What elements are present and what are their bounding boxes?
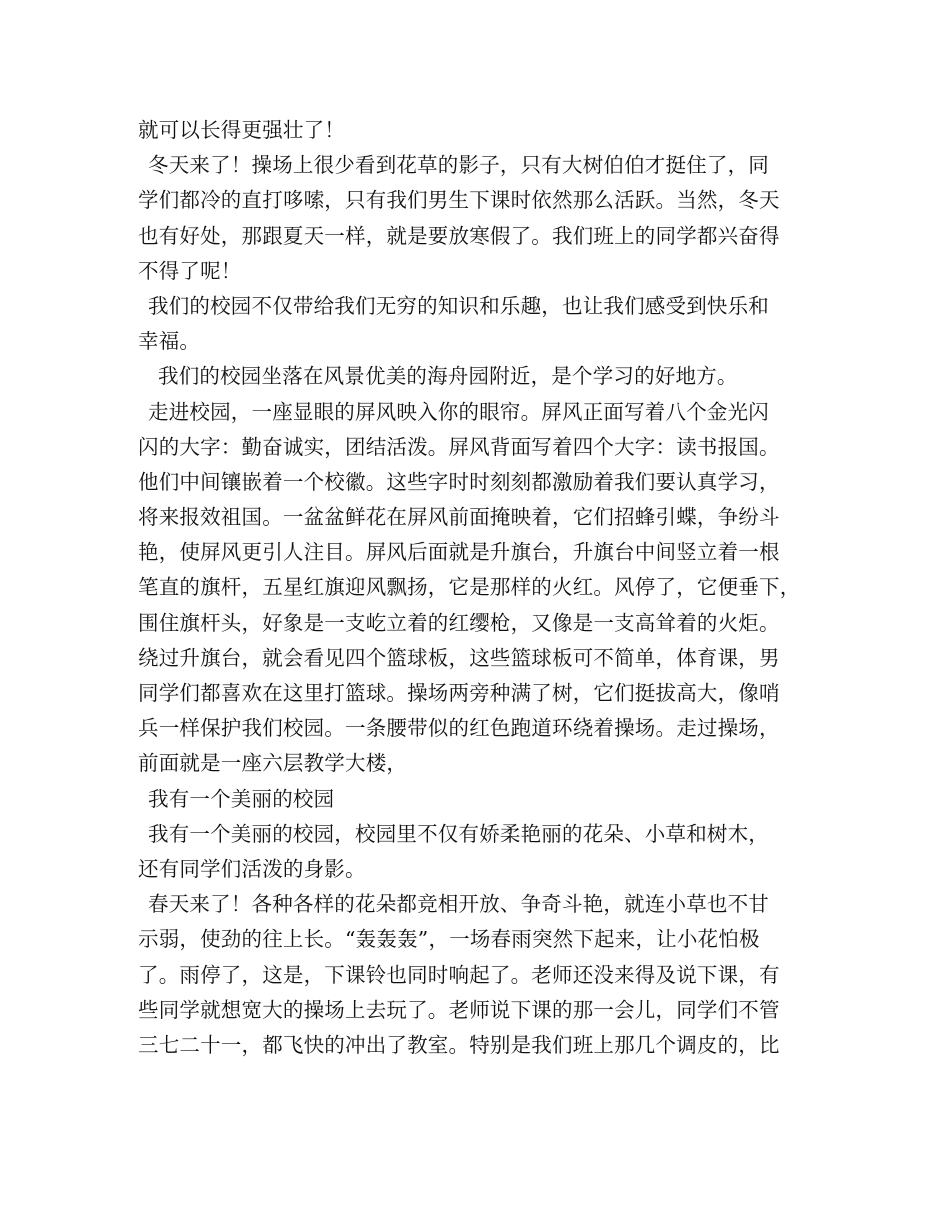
- text-line: 我有一个美丽的校园，校园里不仅有娇柔艳丽的花朵、小草和树木，: [148, 821, 769, 846]
- text-line: 前面就是一座六层教学大楼，: [138, 751, 408, 776]
- text-line: 幸福。: [138, 329, 201, 354]
- text-line: 我们的校园坐落在风景优美的海舟园附近，是个学习的好地方。: [158, 364, 738, 389]
- text-line: 示弱，使劲的往上长。“轰轰轰”，一场春雨突然下起来，让小花怕极: [138, 927, 760, 952]
- text-line: 也有好处，那跟夏天一样，就是要放寒假了。我们班上的同学都兴奋得: [138, 223, 780, 248]
- text-line: 就可以长得更强壮了！: [138, 118, 345, 142]
- text-line: 笔直的旗杆，五星红旗迎风飘扬，它是那样的火红。风停了，它便垂下，: [138, 575, 801, 600]
- text-line: 闪的大字：勤奋诚实，团结活泼。屏风背面写着四个大字：读书报国。: [138, 434, 780, 459]
- document-body: [138, 113, 828, 1063]
- text-line: 些同学就想宽大的操场上去玩了。老师说下课的那一会儿，同学们不管: [138, 997, 780, 1022]
- text-line: 春天来了！各种各样的花朵都竞相开放、争奇斗艳，就连小草也不甘: [148, 892, 769, 917]
- text-line: 我们的校园不仅带给我们无穷的知识和乐趣，也让我们感受到快乐和: [148, 293, 769, 318]
- text-line: 他们中间镶嵌着一个校徽。这些字时时刻刻都激励着我们要认真学习，: [138, 469, 780, 494]
- text-line: 围住旗杆头，好象是一支屹立着的红缨枪，又像是一支高耸着的火炬。: [138, 610, 780, 635]
- text-line: 了。雨停了，这是，下课铃也同时响起了。老师还没来得及说下课，有: [138, 962, 780, 987]
- text-line: 走进校园，一座显眼的屏风映入你的眼帘。屏风正面写着八个金光闪: [148, 399, 769, 424]
- text-line: 同学们都喜欢在这里打篮球。操场两旁种满了树，它们挺拔高大，像哨: [138, 681, 780, 705]
- text-line: 三七二十一，都飞快的冲出了教室。特别是我们班上那几个调皮的，比: [138, 1032, 780, 1057]
- section-heading: 我有一个美丽的校园: [148, 786, 335, 811]
- text-line: 冬天来了！操场上很少看到花草的影子，只有大树伯伯才挺住了，同: [148, 153, 769, 178]
- text-line: 绕过升旗台，就会看见四个篮球板，这些篮球板可不简单，体育课，男: [138, 645, 780, 670]
- text-line: 艳，使屏风更引人注目。屏风后面就是升旗台，升旗台中间竖立着一根: [138, 540, 780, 565]
- text-line: 将来报效祖国。一盆盆鲜花在屏风前面掩映着，它们招蜂引蝶，争纷斗: [138, 505, 780, 530]
- text-line: 学们都冷的直打哆嗦，只有我们男生下课时依然那么活跃。当然，冬天: [138, 188, 780, 213]
- text-line: 还有同学们活泼的身影。: [138, 856, 366, 881]
- text-line: 不得了呢！: [138, 258, 242, 283]
- text-line: 兵一样保护我们校园。一条腰带似的红色跑道环绕着操场。走过操场，: [138, 716, 780, 741]
